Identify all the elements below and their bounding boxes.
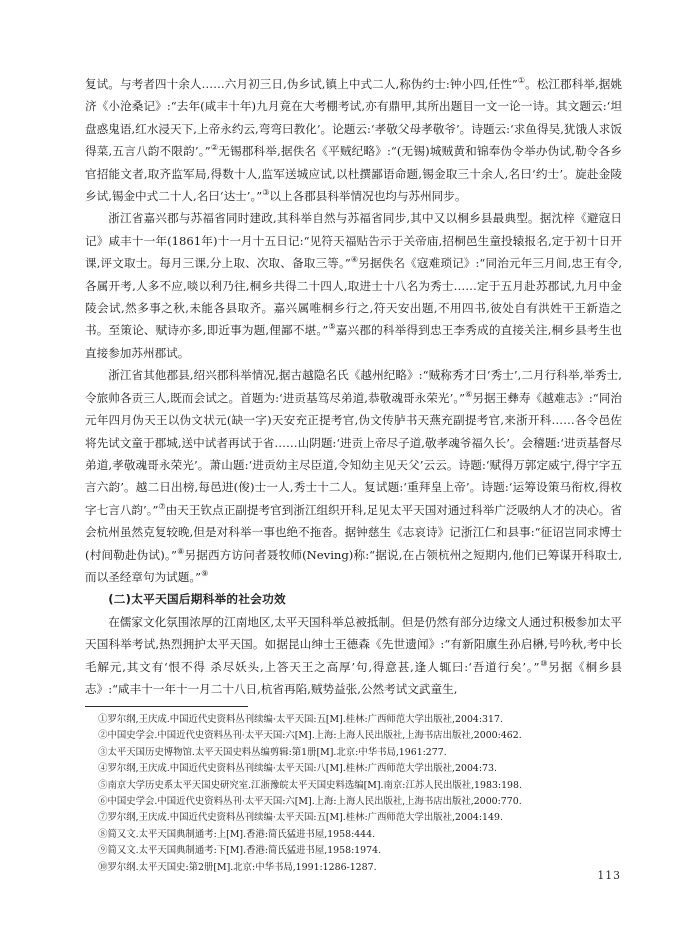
- footnote-marker: ②: [210, 143, 219, 153]
- footnote-marker: ⑦: [158, 501, 166, 511]
- footnote-marker: ⑩: [539, 658, 549, 668]
- footnote-item: ②中国史学会.中国近代史资料丛刊·太平天国:六[M].上海:上海人民出版社,上海书店出版社,2000:462.: [98, 730, 522, 742]
- page-number: 113: [597, 869, 621, 882]
- footnote-marker: ⑤: [328, 322, 336, 332]
- footnote-item: ③太平天国历史博物馆.太平天国史料丛编剪辑:第1册[M].北京:中华书局,1961:277.: [98, 746, 447, 758]
- footnote-marker: ①: [517, 76, 526, 86]
- footnote-marker: ④: [350, 255, 359, 265]
- footnote-divider: [85, 706, 248, 707]
- footnote-item: ④罗尔纲,王庆成.中国近代史资料丛刊续编·太平天国:八[M].桂林:广西师范大学出版社,2004:73.: [98, 763, 497, 775]
- footnote-marker: ⑥: [465, 389, 473, 399]
- footnote-item: ⑨简又文.太平天国典制通考:下[M].香港:简氏猛进书屋,1958:1974.: [98, 845, 382, 857]
- section-heading: (二)太平天国后期科举的社会功效: [108, 592, 286, 607]
- footnote-item: ⑦罗尔纲,王庆成.中国近代史资料丛刊续编·太平天国:五[M].桂林:广西师范大学出版社,2004:149.: [98, 812, 503, 824]
- footnote-item: ⑧简又文.太平天国典制通考:上[M].香港:简氏猛进书屋,1958:444.: [98, 828, 376, 840]
- footnotes-section: [85, 712, 622, 876]
- footnote-item: ⑤南京大学历史系太平天国史研究室.江浙豫皖太平天国史料选编[M].南京:江苏人民出版社,1983:198.: [98, 779, 522, 791]
- footnote-item: ①罗尔纲,王庆成.中国近代史资料丛刊续编·太平天国:五[M].桂林:广西师范大学出版社,2004:317.: [98, 714, 503, 725]
- paragraph: 浙江省嘉兴郡与苏福省同时建政,其科举自然与苏福省同步,其中又以桐乡县最典型。据沈梓《避寇日记》咸丰十一年(1861年)十一月十五日记:“见符天福贴告示于关帝庙,招桐邑生童投辕报名,定于初十日开课,评文取士。每月三课,分上取、次取、备取三等。”④另据佚名《寇难琐记》:“同治元年三月间,忠王有令,各属开考,人多不应,啖以利乃往,桐乡共得二十四人,取进士十八名为秀士……定于五月赴苏郡试,九月中金陵会试,然多事之秋,未能各县取齐。嘉兴属唯桐乡行之,符天安出题,不用四书,彼处自有洪姓干王新造之书。至策论、赋诗亦多,即近事为题,俚鄙不堪。”⑤嘉兴郡的科举得到忠王李秀成的直接关注,桐乡县考生也直接参加苏州郡试。: [85, 211, 623, 360]
- footnote-item: ⑥中国史学会.中国近代史资料丛刊·太平天国:六[M].上海:上海人民出版社,上海书店出版社,2000:770.: [98, 796, 522, 808]
- paragraph: 浙江省其他郡县,绍兴郡科举情况,据古越隐名氏《越州纪略》:“贼称秀才曰‘秀士’,二月行科举,举秀士,令旅帅各贡三人,既而会试之。首题为:‘进贡基笃尽弟道,恭敬魂哥永荣光’。”⑥另据王彝寿《越难志》:“同治元年四月伪天王以伪文状元(缺一字)天安充正提考官,伪文传胪书天燕充副提考官,来浙开科……各令邑佐将先试文童于郡城,送中试者再试于省……山阴题:‘进贡上帝尽子道,敬孝魂爷福久长’。会稽题:‘进贡基督尽弟道,孝敬魂哥永荣光’。萧山题:‘进贡幼主尽臣道,令知幼主见天父’云云。诗题:‘赋得万郭定威宁,得宁字五言六韵’。越二日出榜,每邑进(俊)士一人,秀士十二人。复试题:‘重拜皇上帝’。诗题:‘运筹设策马衔枚,得枚字七言八韵’。”⑦由天王钦点正副提考官到浙江组织开科,足见太平天国对通过科举广泛吸纳人才的决心。省会杭州虽然克复较晚,但是对科举一事也绝不拖沓。据钟慈生《志哀诗》记浙江仁和县事:“征诏岂同求博士(村间勒赴伪试)。”⑧另据西方访问者聂牧师(Neving)称:“据说,在占领杭州之短期内,他们已筹谋开科取士,而以圣经章句为试题。”⑨: [85, 368, 623, 584]
- footnote-marker: ③: [262, 188, 270, 198]
- paragraph: 复试。与考者四十余人……六月初三日,伪乡试,镇上中式二人,称伪约士:钟小四,任性”①。松江郡科举,据姚济《小沧桑记》:“去年(咸丰十年)九月竟在大考棚考试,亦有鼎甲,其所出题目一文一论一诗。其文题云:‘坦盘惑鬼语,红水浸天下,上帝永约云,弯弯曰教化’。论题云:‘孝敬父母孝敬爷’。诗题云:‘求鱼得吴,犹饿人求饭得菜,五言八韵不限韵’。”②无锡郡科举,据佚名《平贼纪略》:“(无锡)城贼黄和锦奉伪令举办伪试,勒令各乡官招能文者,取齐监军局,得数十人,监军送城应试,以杜撰鄙语命题,锡金取三十余人,名曰‘约士’。旋赴金陵乡试,锡金中式二十人,名曰‘达士’。”③以上各郡县科举情况也均与苏州同步。: [85, 76, 623, 204]
- paragraph: 在儒家文化氛围浓厚的江南地区,太平天国科举总被抵制。但是仍然有部分边缘文人通过积极参加太平天国科举考试,热烈拥护太平天国。如据昆山绅士王德森《先世遗闻》:“有新阳廪生孙启楙,号吟秋,考中长毛解元,其文有‘恨不得 杀尽妖头,上答天王之高厚’句,得意甚,逢人辄曰:‘吾道行矣’。”⑩另据《桐乡县志》:“咸丰十一年十一月二十八日,杭省再陷,贼势益张,公然考试文武童生,: [85, 614, 623, 696]
- footnote-marker: ⑨: [201, 569, 209, 579]
- article-body: [85, 73, 622, 700]
- footnote-marker: ⑧: [176, 546, 185, 556]
- footnote-item: ⑩罗尔纲.太平天国史:第2册[M].北京:中华书局,1991:1286-1287.: [98, 861, 377, 873]
